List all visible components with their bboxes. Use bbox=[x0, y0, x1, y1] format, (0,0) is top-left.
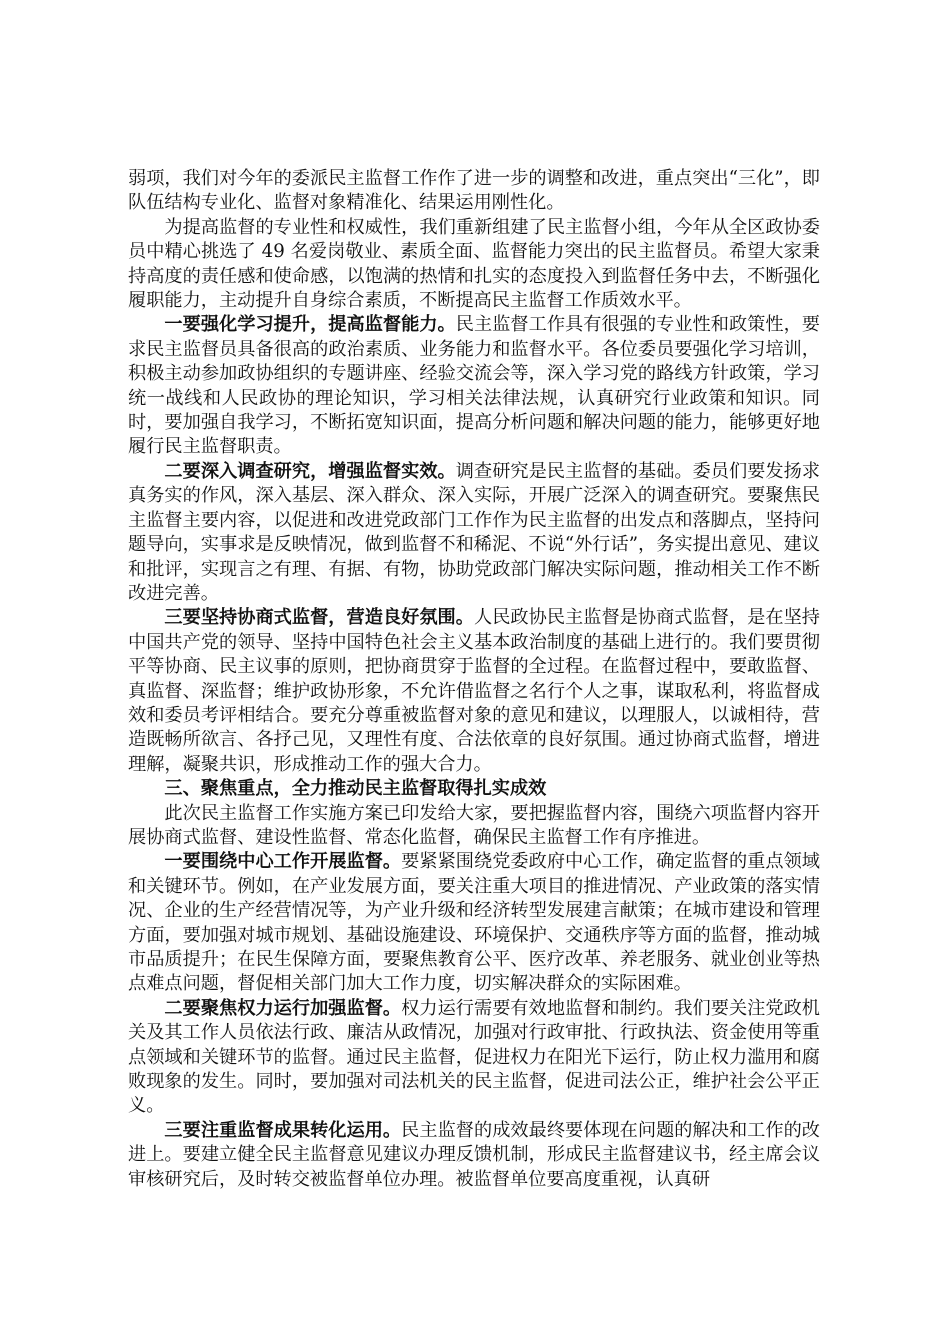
paragraph-text: 为提高监督的专业性和权威性，我们重新组建了民主监督小组，今年从全区政协委员中精心挑选了 49 名爱岗敬业、素质全面、监督能力突出的民主监督员。希望大家秉持高度的责任感和使命感，以饱满的热情和扎实的态度投入到监督任务中去，不断强化履职能力，主动提升自身综合素质，不断提高民主监督工作质效水平。 bbox=[128, 216, 820, 312]
paragraph-text: 此次民主监督工作实施方案已印发给大家，要把握监督内容，围绕六项监督内容开展协商式监督、建设性监督、常态化监督，确保民主监督工作有序推进。 bbox=[128, 802, 820, 848]
paragraph-text: 人民政协民主监督是协商式监督，是在坚持中国共产党的领导、坚持中国特色社会主义基本政治制度的基础上进行的。我们要贯彻平等协商、民主议事的原则，把协商贯穿于监督的全过程。在监督过程中，要敢监督、真监督、深监督；维护政协形象，不允许借监督之名行个人之事，谋取私利，将监督成效和委员考评相结合。要充分尊重被监督对象的意见和建议，以理服人，以诚相待，营造既畅所欲言、各抒己见，又理性有度、合法依章的良好氛围。通过协商式监督，增进理解，凝聚共识，形成推动工作的强大合力。 bbox=[128, 607, 820, 775]
paragraph-text: 民主监督的成效最终要体现在问题的解决和工作的改进上。要建立健全民主监督意见建议办理反馈机制，形成民主监督建议书，经主席会议审核研究后，及时转交被监督单位办理。被监督单位要高度重视，认真研 bbox=[128, 1119, 820, 1190]
paragraph bbox=[128, 850, 820, 996]
paragraph-text: 要紧紧围绕党委政府中心工作，确定监督的重点领域和关键环节。例如，在产业发展方面，要关注重大项目的推进情况、产业政策的落实情况、企业的生产经营情况等，为产业升级和经济转型发展建言献策；在城市建设和管理方面，要加强对城市规划、基础设施建设、环境保护、交通秩序等方面的监督，推动城市品质提升；在民生保障方面，要聚焦教育公平、医疗改革、养老服务、就业创业等热点难点问题，督促相关部门加大工作力度，切实解决群众的实际困难。 bbox=[128, 851, 820, 995]
paragraph bbox=[128, 802, 820, 851]
paragraph bbox=[128, 216, 820, 314]
paragraph-lead: 一要围绕中心工作开展监督。 bbox=[164, 851, 402, 873]
paragraph bbox=[128, 460, 820, 606]
paragraph-text: 民主监督工作具有很强的专业性和政策性，要求民主监督员具备很高的政治素质、业务能力和监督水平。各位委员要强化学习培训，积极主动参加政协组织的专题讲座、经验交流会等，深入学习党的路线方针政策，学习统一战线和人民政协的理论知识，学习相关法律法规，认真研究行业政策和知识。同时，要加强自我学习，不断拓宽知识面，提高分析问题和解决问题的能力，能够更好地履行民主监督职责。 bbox=[128, 314, 820, 458]
document-page bbox=[128, 167, 820, 1192]
paragraph bbox=[128, 1119, 820, 1192]
paragraph-text: 弱项，我们对今年的委派民主监督工作作了进一步的调整和改进，重点突出“三化”，即队伍结构专业化、监督对象精准化、结果运用刚性化。 bbox=[128, 168, 820, 214]
paragraph-lead: 一要强化学习提升，提高监督能力。 bbox=[164, 314, 456, 336]
paragraph-text: 调查研究是民主监督的基础。委员们要发扬求真务实的作风，深入基层、深入群众、深入实际，开展广泛深入的调查研究。要聚焦民主监督主要内容，以促进和改进党政部门工作作为民主监督的出发点和落脚点，坚持问题导向，实事求是反映情况，做到监督不和稀泥、不说“外行话”，务实提出意见、建议和批评，实现言之有理、有据、有物，协助党政部门解决实际问题，推动相关工作不断改进完善。 bbox=[128, 460, 820, 604]
paragraph-lead: 二要深入调查研究，增强监督实效。 bbox=[164, 460, 456, 482]
section-heading: 三、聚焦重点，全力推动民主监督取得扎实成效 bbox=[164, 778, 547, 800]
paragraph-lead: 三要坚持协商式监督，营造良好氛围。 bbox=[164, 607, 474, 629]
paragraph bbox=[128, 606, 820, 777]
paragraph bbox=[128, 997, 820, 1119]
paragraph bbox=[128, 167, 820, 216]
paragraph bbox=[128, 313, 820, 459]
paragraph-text: 权力运行需要有效地监督和制约。我们要关注党政机关及其工作人员依法行政、廉洁从政情况，加强对行政审批、行政执法、资金使用等重点领域和关键环节的监督。通过民主监督，促进权力在阳光下运行，防止权力滥用和腐败现象的发生。同时，要加强对司法机关的民主监督，促进司法公正，维护社会公平正义。 bbox=[128, 997, 820, 1117]
paragraph-lead: 二要聚焦权力运行加强监督。 bbox=[164, 997, 402, 1019]
paragraph-lead: 三要注重监督成果转化运用。 bbox=[164, 1119, 402, 1141]
